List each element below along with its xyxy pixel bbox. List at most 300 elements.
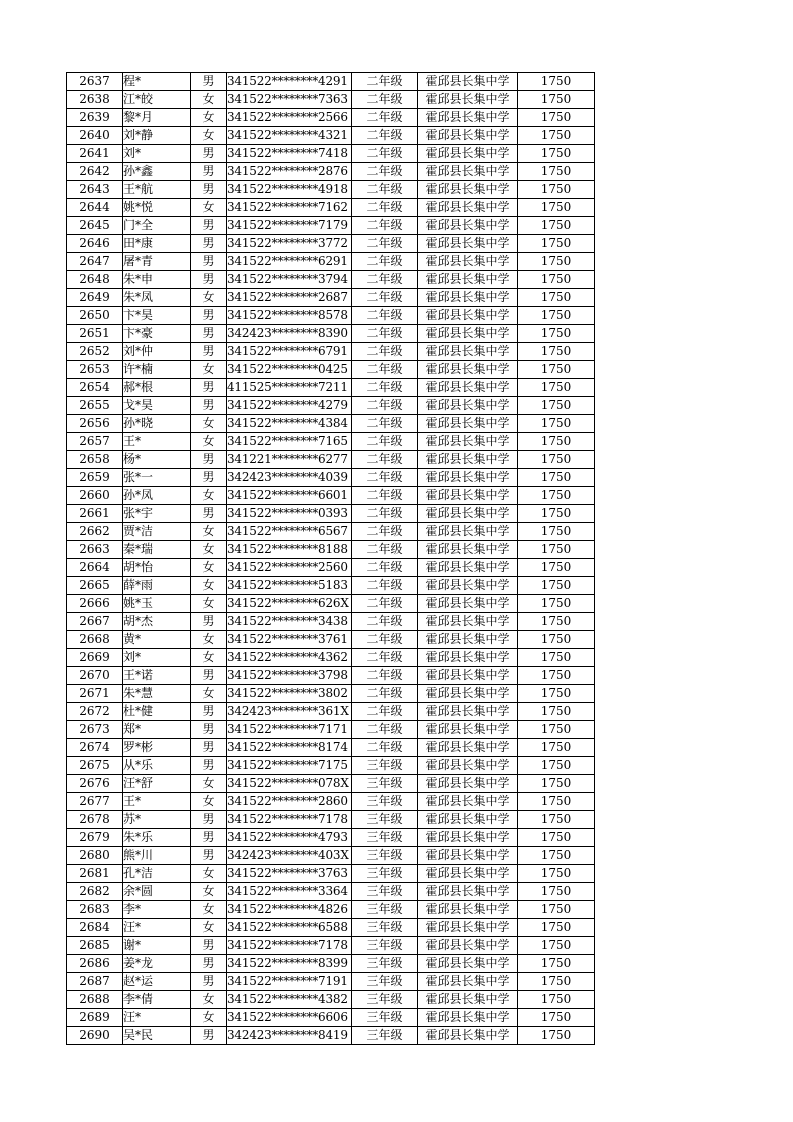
row-number-cell: 2663 xyxy=(67,541,123,559)
row-number-cell: 2651 xyxy=(67,325,123,343)
name-cell: 孙*晓 xyxy=(123,415,191,433)
name-cell: 郝*根 xyxy=(123,379,191,397)
row-number-cell: 2642 xyxy=(67,163,123,181)
table-row xyxy=(67,487,595,505)
id-number-cell: 341522********8578 xyxy=(227,307,352,325)
table-row xyxy=(67,505,595,523)
amount-cell: 1750 xyxy=(518,505,595,523)
school-cell: 霍邱县长集中学 xyxy=(418,127,518,145)
grade-cell: 二年级 xyxy=(352,487,418,505)
school-cell: 霍邱县长集中学 xyxy=(418,649,518,667)
table-row xyxy=(67,325,595,343)
table-row xyxy=(67,343,595,361)
table-row xyxy=(67,847,595,865)
school-cell: 霍邱县长集中学 xyxy=(418,415,518,433)
gender-cell: 男 xyxy=(191,253,227,271)
amount-cell: 1750 xyxy=(518,73,595,91)
name-cell: 卞*豪 xyxy=(123,325,191,343)
id-number-cell: 341522********7162 xyxy=(227,199,352,217)
table-row xyxy=(67,577,595,595)
id-number-cell: 341522********7363 xyxy=(227,91,352,109)
grade-cell: 二年级 xyxy=(352,73,418,91)
school-cell: 霍邱县长集中学 xyxy=(418,451,518,469)
gender-cell: 女 xyxy=(191,883,227,901)
id-number-cell: 341522********2687 xyxy=(227,289,352,307)
table-row xyxy=(67,523,595,541)
id-number-cell: 341522********078X xyxy=(227,775,352,793)
id-number-cell: 341522********4321 xyxy=(227,127,352,145)
amount-cell: 1750 xyxy=(518,757,595,775)
grade-cell: 二年级 xyxy=(352,739,418,757)
id-number-cell: 341522********4362 xyxy=(227,649,352,667)
gender-cell: 男 xyxy=(191,217,227,235)
amount-cell: 1750 xyxy=(518,307,595,325)
grade-cell: 二年级 xyxy=(352,577,418,595)
grade-cell: 二年级 xyxy=(352,199,418,217)
gender-cell: 女 xyxy=(191,361,227,379)
row-number-cell: 2660 xyxy=(67,487,123,505)
gender-cell: 女 xyxy=(191,541,227,559)
grade-cell: 二年级 xyxy=(352,271,418,289)
row-number-cell: 2648 xyxy=(67,271,123,289)
school-cell: 霍邱县长集中学 xyxy=(418,199,518,217)
id-number-cell: 341522********0393 xyxy=(227,505,352,523)
row-number-cell: 2669 xyxy=(67,649,123,667)
gender-cell: 男 xyxy=(191,829,227,847)
name-cell: 戈*昊 xyxy=(123,397,191,415)
grade-cell: 二年级 xyxy=(352,307,418,325)
gender-cell: 女 xyxy=(191,631,227,649)
grade-cell: 二年级 xyxy=(352,397,418,415)
id-number-cell: 341522********0425 xyxy=(227,361,352,379)
grade-cell: 二年级 xyxy=(352,613,418,631)
school-cell: 霍邱县长集中学 xyxy=(418,955,518,973)
gender-cell: 男 xyxy=(191,397,227,415)
name-cell: 王*诺 xyxy=(123,667,191,685)
name-cell: 卞*昊 xyxy=(123,307,191,325)
amount-cell: 1750 xyxy=(518,703,595,721)
school-cell: 霍邱县长集中学 xyxy=(418,271,518,289)
school-cell: 霍邱县长集中学 xyxy=(418,919,518,937)
gender-cell: 男 xyxy=(191,181,227,199)
amount-cell: 1750 xyxy=(518,253,595,271)
name-cell: 姜*龙 xyxy=(123,955,191,973)
row-number-cell: 2666 xyxy=(67,595,123,613)
school-cell: 霍邱县长集中学 xyxy=(418,631,518,649)
table-row xyxy=(67,793,595,811)
grade-cell: 二年级 xyxy=(352,325,418,343)
gender-cell: 女 xyxy=(191,577,227,595)
amount-cell: 1750 xyxy=(518,361,595,379)
id-number-cell: 341522********7171 xyxy=(227,721,352,739)
id-number-cell: 341522********6567 xyxy=(227,523,352,541)
school-cell: 霍邱县长集中学 xyxy=(418,523,518,541)
table-row xyxy=(67,415,595,433)
table-row xyxy=(67,559,595,577)
row-number-cell: 2661 xyxy=(67,505,123,523)
gender-cell: 男 xyxy=(191,811,227,829)
id-number-cell: 341522********8399 xyxy=(227,955,352,973)
table-row xyxy=(67,271,595,289)
gender-cell: 男 xyxy=(191,973,227,991)
name-cell: 刘*仲 xyxy=(123,343,191,361)
amount-cell: 1750 xyxy=(518,1009,595,1027)
table-row xyxy=(67,181,595,199)
id-number-cell: 341522********6601 xyxy=(227,487,352,505)
school-cell: 霍邱县长集中学 xyxy=(418,739,518,757)
name-cell: 秦*瑞 xyxy=(123,541,191,559)
name-cell: 黄* xyxy=(123,631,191,649)
id-number-cell: 341522********7165 xyxy=(227,433,352,451)
grade-cell: 二年级 xyxy=(352,217,418,235)
table-row xyxy=(67,739,595,757)
name-cell: 赵*运 xyxy=(123,973,191,991)
amount-cell: 1750 xyxy=(518,127,595,145)
row-number-cell: 2657 xyxy=(67,433,123,451)
school-cell: 霍邱县长集中学 xyxy=(418,289,518,307)
row-number-cell: 2690 xyxy=(67,1027,123,1045)
table-row xyxy=(67,127,595,145)
gender-cell: 女 xyxy=(191,91,227,109)
school-cell: 霍邱县长集中学 xyxy=(418,559,518,577)
table-row xyxy=(67,937,595,955)
name-cell: 汪*舒 xyxy=(123,775,191,793)
table-row xyxy=(67,595,595,613)
id-number-cell: 341522********5183 xyxy=(227,577,352,595)
amount-cell: 1750 xyxy=(518,451,595,469)
grade-cell: 三年级 xyxy=(352,919,418,937)
name-cell: 胡*杰 xyxy=(123,613,191,631)
school-cell: 霍邱县长集中学 xyxy=(418,703,518,721)
row-number-cell: 2682 xyxy=(67,883,123,901)
name-cell: 熊*川 xyxy=(123,847,191,865)
gender-cell: 男 xyxy=(191,505,227,523)
amount-cell: 1750 xyxy=(518,325,595,343)
name-cell: 杜*健 xyxy=(123,703,191,721)
school-cell: 霍邱县长集中学 xyxy=(418,73,518,91)
id-number-cell: 341522********3798 xyxy=(227,667,352,685)
id-number-cell: 341522********8174 xyxy=(227,739,352,757)
name-cell: 孔*洁 xyxy=(123,865,191,883)
school-cell: 霍邱县长集中学 xyxy=(418,505,518,523)
name-cell: 李* xyxy=(123,901,191,919)
row-number-cell: 2674 xyxy=(67,739,123,757)
table-row xyxy=(67,901,595,919)
gender-cell: 女 xyxy=(191,289,227,307)
gender-cell: 男 xyxy=(191,703,227,721)
id-number-cell: 341522********4793 xyxy=(227,829,352,847)
amount-cell: 1750 xyxy=(518,577,595,595)
school-cell: 霍邱县长集中学 xyxy=(418,973,518,991)
grade-cell: 二年级 xyxy=(352,379,418,397)
row-number-cell: 2683 xyxy=(67,901,123,919)
amount-cell: 1750 xyxy=(518,91,595,109)
table-row xyxy=(67,919,595,937)
grade-cell: 三年级 xyxy=(352,991,418,1009)
table-row xyxy=(67,73,595,91)
table-row xyxy=(67,163,595,181)
name-cell: 王*航 xyxy=(123,181,191,199)
id-number-cell: 411525********7211 xyxy=(227,379,352,397)
id-number-cell: 341522********3772 xyxy=(227,235,352,253)
amount-cell: 1750 xyxy=(518,235,595,253)
gender-cell: 女 xyxy=(191,865,227,883)
id-number-cell: 341522********7178 xyxy=(227,811,352,829)
amount-cell: 1750 xyxy=(518,415,595,433)
gender-cell: 男 xyxy=(191,739,227,757)
name-cell: 朱*慧 xyxy=(123,685,191,703)
grade-cell: 二年级 xyxy=(352,469,418,487)
school-cell: 霍邱县长集中学 xyxy=(418,181,518,199)
school-cell: 霍邱县长集中学 xyxy=(418,325,518,343)
gender-cell: 女 xyxy=(191,487,227,505)
school-cell: 霍邱县长集中学 xyxy=(418,937,518,955)
row-number-cell: 2647 xyxy=(67,253,123,271)
school-cell: 霍邱县长集中学 xyxy=(418,613,518,631)
table-row xyxy=(67,721,595,739)
grade-cell: 三年级 xyxy=(352,1009,418,1027)
id-number-cell: 341522********8188 xyxy=(227,541,352,559)
amount-cell: 1750 xyxy=(518,595,595,613)
id-number-cell: 341522********6791 xyxy=(227,343,352,361)
gender-cell: 男 xyxy=(191,163,227,181)
school-cell: 霍邱县长集中学 xyxy=(418,829,518,847)
row-number-cell: 2654 xyxy=(67,379,123,397)
row-number-cell: 2685 xyxy=(67,937,123,955)
gender-cell: 女 xyxy=(191,433,227,451)
amount-cell: 1750 xyxy=(518,919,595,937)
grade-cell: 二年级 xyxy=(352,649,418,667)
name-cell: 薛*雨 xyxy=(123,577,191,595)
name-cell: 罗*彬 xyxy=(123,739,191,757)
id-number-cell: 341522********4382 xyxy=(227,991,352,1009)
grade-cell: 二年级 xyxy=(352,127,418,145)
row-number-cell: 2643 xyxy=(67,181,123,199)
grade-cell: 三年级 xyxy=(352,811,418,829)
grade-cell: 二年级 xyxy=(352,235,418,253)
id-number-cell: 341522********6606 xyxy=(227,1009,352,1027)
id-number-cell: 341522********2876 xyxy=(227,163,352,181)
row-number-cell: 2687 xyxy=(67,973,123,991)
id-number-cell: 342423********4039 xyxy=(227,469,352,487)
amount-cell: 1750 xyxy=(518,379,595,397)
school-cell: 霍邱县长集中学 xyxy=(418,1027,518,1045)
amount-cell: 1750 xyxy=(518,181,595,199)
gender-cell: 女 xyxy=(191,649,227,667)
table-row xyxy=(67,469,595,487)
row-number-cell: 2677 xyxy=(67,793,123,811)
name-cell: 姚*悦 xyxy=(123,199,191,217)
row-number-cell: 2650 xyxy=(67,307,123,325)
gender-cell: 男 xyxy=(191,667,227,685)
student-subsidy-table xyxy=(66,72,595,1045)
grade-cell: 二年级 xyxy=(352,145,418,163)
school-cell: 霍邱县长集中学 xyxy=(418,991,518,1009)
name-cell: 刘*静 xyxy=(123,127,191,145)
school-cell: 霍邱县长集中学 xyxy=(418,793,518,811)
school-cell: 霍邱县长集中学 xyxy=(418,163,518,181)
table-body xyxy=(67,73,595,1045)
id-number-cell: 341522********2860 xyxy=(227,793,352,811)
name-cell: 朱*申 xyxy=(123,271,191,289)
row-number-cell: 2656 xyxy=(67,415,123,433)
gender-cell: 男 xyxy=(191,1027,227,1045)
name-cell: 张*宇 xyxy=(123,505,191,523)
row-number-cell: 2670 xyxy=(67,667,123,685)
name-cell: 许*楠 xyxy=(123,361,191,379)
table-row xyxy=(67,397,595,415)
amount-cell: 1750 xyxy=(518,559,595,577)
amount-cell: 1750 xyxy=(518,937,595,955)
gender-cell: 男 xyxy=(191,271,227,289)
table-row xyxy=(67,685,595,703)
row-number-cell: 2645 xyxy=(67,217,123,235)
school-cell: 霍邱县长集中学 xyxy=(418,775,518,793)
row-number-cell: 2679 xyxy=(67,829,123,847)
amount-cell: 1750 xyxy=(518,955,595,973)
gender-cell: 男 xyxy=(191,847,227,865)
table-row xyxy=(67,433,595,451)
gender-cell: 男 xyxy=(191,145,227,163)
name-cell: 姚*玉 xyxy=(123,595,191,613)
name-cell: 王* xyxy=(123,433,191,451)
id-number-cell: 341221********6277 xyxy=(227,451,352,469)
id-number-cell: 341522********6588 xyxy=(227,919,352,937)
gender-cell: 女 xyxy=(191,415,227,433)
id-number-cell: 341522********3802 xyxy=(227,685,352,703)
row-number-cell: 2684 xyxy=(67,919,123,937)
gender-cell: 男 xyxy=(191,235,227,253)
id-number-cell: 341522********2566 xyxy=(227,109,352,127)
row-number-cell: 2688 xyxy=(67,991,123,1009)
school-cell: 霍邱县长集中学 xyxy=(418,469,518,487)
id-number-cell: 341522********4918 xyxy=(227,181,352,199)
table-row xyxy=(67,361,595,379)
row-number-cell: 2638 xyxy=(67,91,123,109)
gender-cell: 女 xyxy=(191,559,227,577)
school-cell: 霍邱县长集中学 xyxy=(418,361,518,379)
grade-cell: 三年级 xyxy=(352,775,418,793)
school-cell: 霍邱县长集中学 xyxy=(418,145,518,163)
name-cell: 汪* xyxy=(123,1009,191,1027)
row-number-cell: 2664 xyxy=(67,559,123,577)
grade-cell: 二年级 xyxy=(352,703,418,721)
table-row xyxy=(67,1009,595,1027)
name-cell: 贾*洁 xyxy=(123,523,191,541)
amount-cell: 1750 xyxy=(518,289,595,307)
grade-cell: 三年级 xyxy=(352,955,418,973)
amount-cell: 1750 xyxy=(518,613,595,631)
table-row xyxy=(67,703,595,721)
row-number-cell: 2639 xyxy=(67,109,123,127)
id-number-cell: 341522********4291 xyxy=(227,73,352,91)
table-row xyxy=(67,955,595,973)
id-number-cell: 341522********3761 xyxy=(227,631,352,649)
table-row xyxy=(67,829,595,847)
school-cell: 霍邱县长集中学 xyxy=(418,253,518,271)
grade-cell: 二年级 xyxy=(352,253,418,271)
amount-cell: 1750 xyxy=(518,667,595,685)
amount-cell: 1750 xyxy=(518,271,595,289)
gender-cell: 男 xyxy=(191,451,227,469)
amount-cell: 1750 xyxy=(518,199,595,217)
amount-cell: 1750 xyxy=(518,865,595,883)
row-number-cell: 2668 xyxy=(67,631,123,649)
table-row xyxy=(67,811,595,829)
row-number-cell: 2665 xyxy=(67,577,123,595)
table-row xyxy=(67,613,595,631)
gender-cell: 男 xyxy=(191,937,227,955)
name-cell: 杨* xyxy=(123,451,191,469)
grade-cell: 二年级 xyxy=(352,631,418,649)
school-cell: 霍邱县长集中学 xyxy=(418,379,518,397)
name-cell: 刘* xyxy=(123,145,191,163)
name-cell: 黎*月 xyxy=(123,109,191,127)
school-cell: 霍邱县长集中学 xyxy=(418,577,518,595)
school-cell: 霍邱县长集中学 xyxy=(418,397,518,415)
row-number-cell: 2649 xyxy=(67,289,123,307)
name-cell: 张*一 xyxy=(123,469,191,487)
table-row xyxy=(67,973,595,991)
grade-cell: 二年级 xyxy=(352,685,418,703)
id-number-cell: 341522********7191 xyxy=(227,973,352,991)
row-number-cell: 2646 xyxy=(67,235,123,253)
table-row xyxy=(67,649,595,667)
name-cell: 吴*民 xyxy=(123,1027,191,1045)
id-number-cell: 342423********361X xyxy=(227,703,352,721)
id-number-cell: 341522********7179 xyxy=(227,217,352,235)
table-row xyxy=(67,865,595,883)
grade-cell: 二年级 xyxy=(352,541,418,559)
gender-cell: 女 xyxy=(191,595,227,613)
id-number-cell: 341522********4384 xyxy=(227,415,352,433)
table-row xyxy=(67,253,595,271)
table-row xyxy=(67,775,595,793)
row-number-cell: 2672 xyxy=(67,703,123,721)
row-number-cell: 2637 xyxy=(67,73,123,91)
school-cell: 霍邱县长集中学 xyxy=(418,901,518,919)
row-number-cell: 2653 xyxy=(67,361,123,379)
row-number-cell: 2640 xyxy=(67,127,123,145)
gender-cell: 女 xyxy=(191,109,227,127)
school-cell: 霍邱县长集中学 xyxy=(418,865,518,883)
name-cell: 朱*乐 xyxy=(123,829,191,847)
table-row xyxy=(67,109,595,127)
grade-cell: 二年级 xyxy=(352,163,418,181)
row-number-cell: 2680 xyxy=(67,847,123,865)
gender-cell: 女 xyxy=(191,991,227,1009)
row-number-cell: 2652 xyxy=(67,343,123,361)
table-row xyxy=(67,235,595,253)
school-cell: 霍邱县长集中学 xyxy=(418,217,518,235)
grade-cell: 三年级 xyxy=(352,901,418,919)
gender-cell: 女 xyxy=(191,919,227,937)
grade-cell: 三年级 xyxy=(352,883,418,901)
amount-cell: 1750 xyxy=(518,811,595,829)
gender-cell: 女 xyxy=(191,685,227,703)
amount-cell: 1750 xyxy=(518,721,595,739)
name-cell: 刘* xyxy=(123,649,191,667)
amount-cell: 1750 xyxy=(518,487,595,505)
row-number-cell: 2673 xyxy=(67,721,123,739)
grade-cell: 三年级 xyxy=(352,829,418,847)
school-cell: 霍邱县长集中学 xyxy=(418,1009,518,1027)
gender-cell: 女 xyxy=(191,199,227,217)
school-cell: 霍邱县长集中学 xyxy=(418,667,518,685)
school-cell: 霍邱县长集中学 xyxy=(418,685,518,703)
table-row xyxy=(67,145,595,163)
grade-cell: 二年级 xyxy=(352,721,418,739)
